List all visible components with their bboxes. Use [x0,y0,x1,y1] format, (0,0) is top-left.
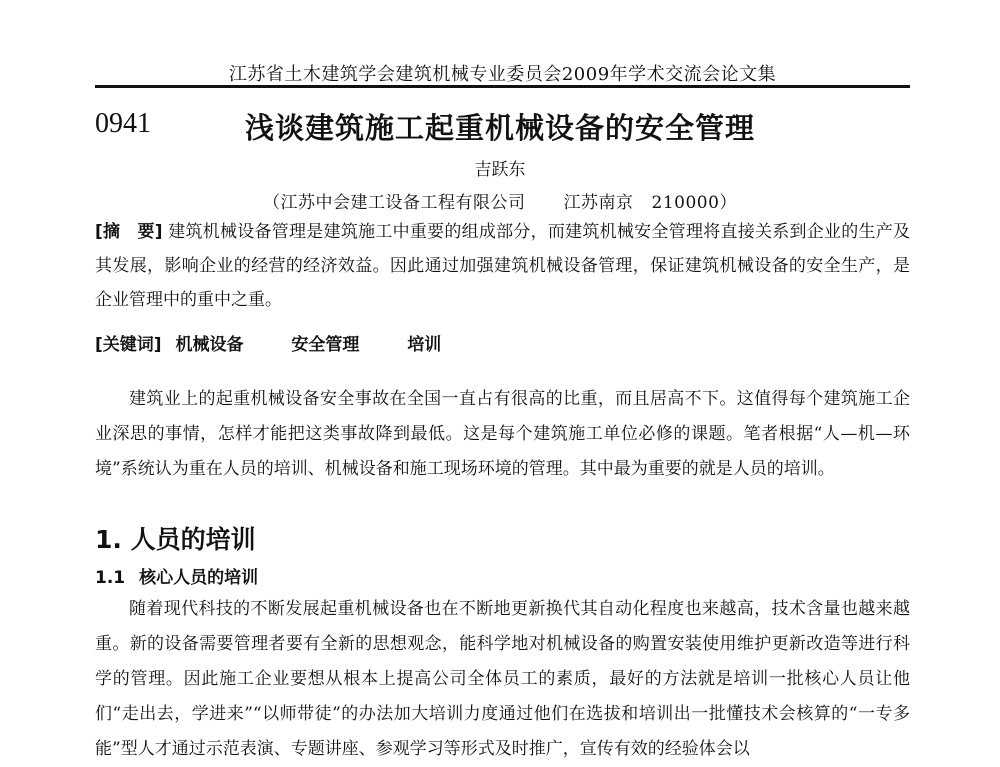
keyword-item: 安全管理 [291,335,360,355]
affiliation [160,188,840,213]
paper-title: 浅谈建筑施工起重机械设备的安全管理 [244,111,755,145]
affiliation-org: 江苏中会建工设备工程有限公司 [280,193,526,213]
abstract [95,215,910,317]
section-heading: 1. 人员的培训 [95,525,256,554]
affiliation-city: 江苏南京 [563,193,634,213]
keywords [95,330,910,355]
subsection-title: 核心人员的培训 [139,568,259,588]
abstract-text: 建筑机械设备管理是建筑施工中重要的组成部分，而建筑机械安全管理将直接关系到企业的生产及其发展，影响企业的经营的经济效益。因此通过加强建筑机械设备管理，保证建筑机械设备的安全生产，是企业管理中的重中之重。 [95,222,911,310]
abstract-label: [摘 要] [95,222,163,242]
subsection-number: 1.1 [95,568,126,588]
affiliation-close-paren: ） [719,193,737,213]
affiliation-open-paren: （ [263,193,281,213]
body-paragraph: 随着现代科技的不断发展起重机械设备也在不断地更新换代其自动化程度也来越高，技术含量也越来越重。新的设备需要管理者要有全新的思想观念，能科学地对机械设备的购置安装使用维护更新改造等进行科学的管理。因此施工企业要想从根本上提高公司全体员工的素质，最好的方法就是培训一批核心人员让他们“走出去，学进来”“以师带徒”的办法加大培训力度通过他们在选拔和培训出一批懂技术会核算的“一专多能”型人才通过示范表演、专题讲座、参观学习等形式及时推广，宣传有效的经验体会以 [95,599,910,759]
affiliation-zip: 210000 [651,193,720,213]
keyword-item: 培训 [407,335,442,355]
keywords-label: [关键词] [95,335,162,355]
intro-paragraph: 建筑业上的起重机械设备安全事故在全国一直占有很高的比重，而且居高不下。这值得每个建筑施工企业深思的事情，怎样才能把这类事故降到最低。这是每个建筑施工单位必修的课题。笔者根据“人—机—环境”系统认为重在人员的培训、机械设备和施工现场环境的管理。其中最为重要的就是人员的培训。 [95,389,910,479]
subsection-heading [95,563,258,588]
keyword-item: 机械设备 [175,335,244,355]
author: 吉跃东 [474,160,526,180]
paper-number: 0941 [95,108,151,139]
running-header: 江苏省土木建筑学会建筑机械专业委员会2009年学术交流会论文集 [228,64,777,85]
header-rule [95,85,910,88]
